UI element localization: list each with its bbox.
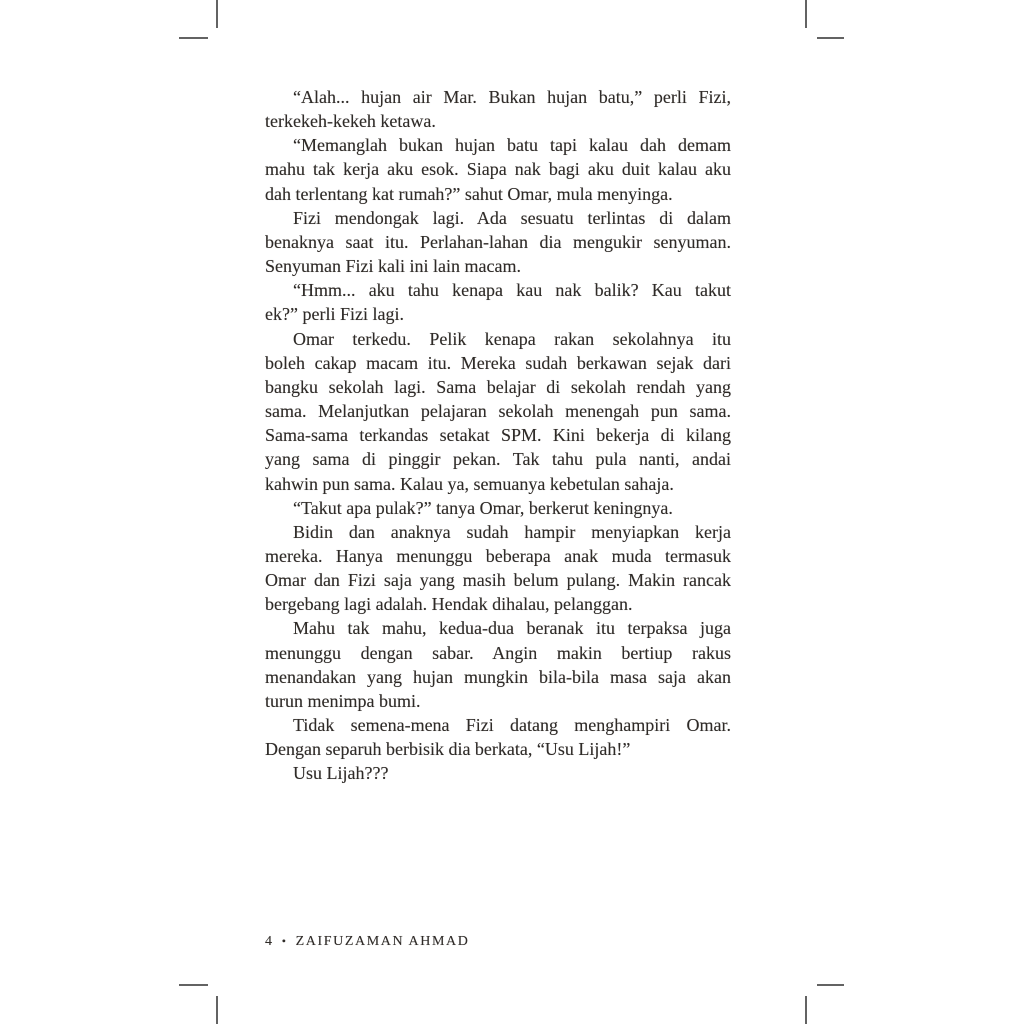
text-line: menunggu dengan sabar. Angin makin bertiup rakus <box>265 642 731 663</box>
text-line: ek?” perli Fizi lagi. <box>265 304 404 325</box>
text-line: “Takut apa pulak?” tanya Omar, berkerut keningnya. <box>293 497 673 518</box>
paragraph <box>265 713 731 761</box>
crop-mark-top-left-vertical <box>216 0 218 28</box>
text-line: terkekeh-kekeh ketawa. <box>265 111 436 132</box>
page-number: 4 <box>265 934 273 949</box>
text-line: dah terlentang kat rumah?” sahut Omar, mula menyinga. <box>265 183 673 204</box>
text-line: mahu tak kerja aku esok. Siapa nak bagi aku duit kalau aku <box>265 159 731 180</box>
text-line: turun menimpa bumi. <box>265 690 421 711</box>
text-line: Senyuman Fizi kali ini lain macam. <box>265 256 521 277</box>
paragraph <box>265 206 731 278</box>
text-line: kahwin pun sama. Kalau ya, semuanya kebetulan sahaja. <box>265 473 674 494</box>
text-line: “Hmm... aku tahu kenapa kau nak balik? Kau takut <box>293 280 731 301</box>
text-line: Tidak semena-mena Fizi datang menghampiri Omar. <box>293 715 731 736</box>
text-line: boleh cakap macam itu. Mereka sudah berkawan sejak dari <box>265 352 731 373</box>
paragraph <box>265 327 731 496</box>
text-line: yang sama di pinggir pekan. Tak tahu pula nanti, andai <box>265 449 731 470</box>
text-line: Mahu tak mahu, kedua-dua beranak itu terpaksa juga <box>293 618 731 639</box>
text-line: bergebang lagi adalah. Hendak dihalau, pelanggan. <box>265 594 633 615</box>
crop-mark-bottom-left-horizontal <box>179 984 208 986</box>
paragraph <box>265 761 731 785</box>
text-line: Bidin dan anaknya sudah hampir menyiapkan kerja <box>293 521 731 542</box>
text-line: “Memanglah bukan hujan batu tapi kalau dah demam <box>293 135 731 156</box>
text-line: “Alah... hujan air Mar. Bukan hujan batu,” perli Fizi, <box>293 87 731 107</box>
crop-mark-top-right-vertical <box>805 0 807 28</box>
crop-mark-top-left-horizontal <box>179 37 208 39</box>
text-line: Usu Lijah??? <box>293 763 389 784</box>
crop-mark-bottom-right-horizontal <box>817 984 844 986</box>
paragraph <box>265 278 731 326</box>
text-line: Fizi mendongak lagi. Ada sesuatu terlintas di dalam <box>293 207 731 228</box>
paragraph <box>265 85 731 133</box>
text-line: bangku sekolah lagi. Sama belajar di sekolah rendah yang <box>265 376 731 397</box>
text-line: benaknya saat itu. Perlahan-lahan dia mengukir senyuman. <box>265 231 731 252</box>
text-block <box>265 85 731 786</box>
paragraph <box>265 520 731 617</box>
text-line: Sama-sama terkandas setakat SPM. Kini bekerja di kilang <box>265 425 731 446</box>
footer-author: ZAIFUZAMAN AHMAD <box>295 934 470 949</box>
text-line: sama. Melanjutkan pelajaran sekolah menengah pun sama. <box>265 401 731 422</box>
crop-mark-bottom-right-vertical <box>805 996 807 1024</box>
text-line: mereka. Hanya menunggu beberapa anak muda termasuk <box>265 545 731 566</box>
footer-bullet: • <box>281 934 287 948</box>
paragraph <box>265 133 731 205</box>
crop-mark-bottom-left-vertical <box>216 996 218 1024</box>
crop-mark-top-right-horizontal <box>817 37 844 39</box>
text-line: Dengan separuh berbisik dia berkata, “Usu Lijah!” <box>265 739 631 760</box>
text-line: Omar dan Fizi saja yang masih belum pulang. Makin rancak <box>265 570 731 591</box>
paragraph <box>265 496 731 520</box>
page-footer <box>265 934 469 950</box>
text-line: menandakan yang hujan mungkin bila-bila masa saja akan <box>265 666 731 687</box>
text-line: Omar terkedu. Pelik kenapa rakan sekolahnya itu <box>293 328 731 349</box>
paragraph <box>265 616 731 713</box>
